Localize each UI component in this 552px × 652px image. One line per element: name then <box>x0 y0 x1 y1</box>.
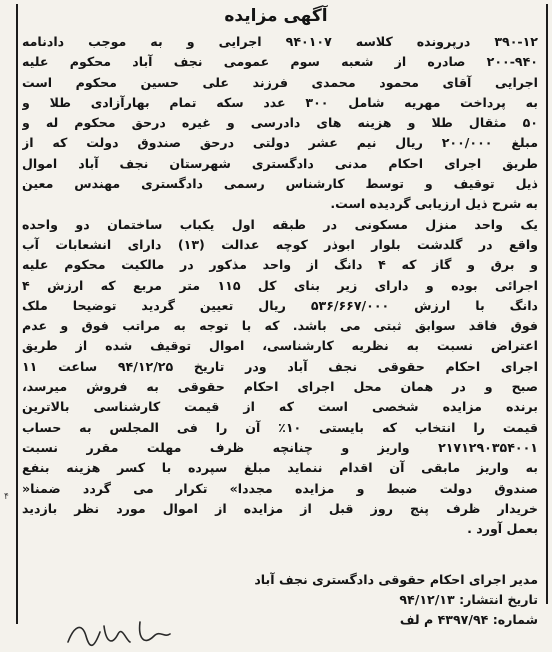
body-line: طریق اجرای احکام مدنی دادگستری شهرستان نجف آباد اموال <box>22 155 538 171</box>
body-line: مبلغ ۲۰۰/۰۰۰ ریال نیم عشر دولتی درحق صندوق دولت که از <box>22 135 538 151</box>
body-line: ۲۰۰-۹۴۰ صادره از شعبه سوم عمومی نجف آباد محکوم علیه <box>22 54 538 70</box>
body-line: ۲۱۷۱۲۹۰۳۵۴۰۰۱ واریز و چنانچه ظرف مهلت مقرر نسبت <box>22 439 538 455</box>
body-line: ۳۹۰-۱۲ درپرونده کلاسه ۹۴۰۱۰۷ اجرایی و به موجب دادنامه <box>22 34 538 49</box>
body-line: صندوق دولت ضبط و مزایده مجددا» تکرار می گردد ضمنا« <box>22 480 538 496</box>
body-line: اجرایی آقای محمود محمدی فرزند علی حسین محکوم است <box>22 74 538 90</box>
notice-number: شماره: ۴۳۹۷/۹۴ م لف <box>399 612 538 627</box>
body-line: خریدار ظرف پنج روز قبل از مزایده از اموال مورد نظر بازدید <box>22 500 538 516</box>
notice-body <box>22 32 538 539</box>
publish-date: تاریخ انتشار: ۹۴/۱۲/۱۳ <box>399 592 538 607</box>
body-line: اجرای احکام حقوقی نجف آباد ودر تاریخ ۹۴/۱۲/۲۵ ساعت ۱۱ <box>22 358 538 374</box>
notice-title: آگهی مزایده <box>224 6 328 26</box>
body-line: دانگ با ارزش ۵۳۶/۶۶۷/۰۰۰ ریال تعیین گردید توضیحا ملک <box>22 297 538 313</box>
body-line: برنده مزایده شخصی است که از قیمت کارشناسی بالاترین <box>22 399 538 415</box>
body-line: ذیل توقیف و توسط کارشناس رسمی دادگستری مهندس معین <box>22 176 538 192</box>
body-line: واقع در گلدشت بلوار ابوذر کوچه عدالت (۱۳) دارای انشعابات آب <box>22 236 538 252</box>
body-line: به پرداخت مهریه شامل ۳۰۰ عدد سکه تمام بهارآزادی طلا و <box>22 94 538 110</box>
body-line: یک واحد منزل مسکونی در طبقه اول یکباب ساختمان دو واحده <box>22 216 538 232</box>
body-line: به شرح ذیل ارزیابی گردیده است. <box>330 196 538 212</box>
body-line: بعمل آورد . <box>467 521 538 537</box>
body-line: ۵۰ مثقال طلا و هزینه های دادرسی و غیره درحق محکوم له و <box>22 115 538 131</box>
body-line: اعتراض نسبت به نظریه کارشناسی، اموال توقیف شده از طریق <box>22 338 538 354</box>
body-line: صبح و در همان محل اجرای احکام حقوقی به فروش میرسد، <box>22 379 538 395</box>
handwritten-signature <box>60 612 180 652</box>
issuing-office: مدیر اجرای احکام حقوقی دادگستری نجف آباد <box>254 572 538 587</box>
column-rule-left <box>16 4 18 624</box>
column-rule-right <box>546 4 548 604</box>
body-line: اجرائی بوده و دارای زیر بنای کل ۱۱۵ متر مربع که ارزش ۴ <box>22 277 538 293</box>
body-line: قیمت را انتخاب که بایستی ۱۰٪ آن را فی المجلس به حساب <box>22 419 538 435</box>
body-line: به واریز مابقی آن اقدام ننماید مبلغ سپرده با کسر هزینه بنفع <box>22 460 538 476</box>
body-line: فوق فاقد سوابق ثبتی می باشد. که با توجه به مراتب فوق و عدم <box>22 318 538 334</box>
margin-mark: ۴ <box>4 492 9 502</box>
body-line: و برق و گاز که ۴ دانگ از واحد مذکور در مالکیت محکوم علیه <box>22 257 538 273</box>
